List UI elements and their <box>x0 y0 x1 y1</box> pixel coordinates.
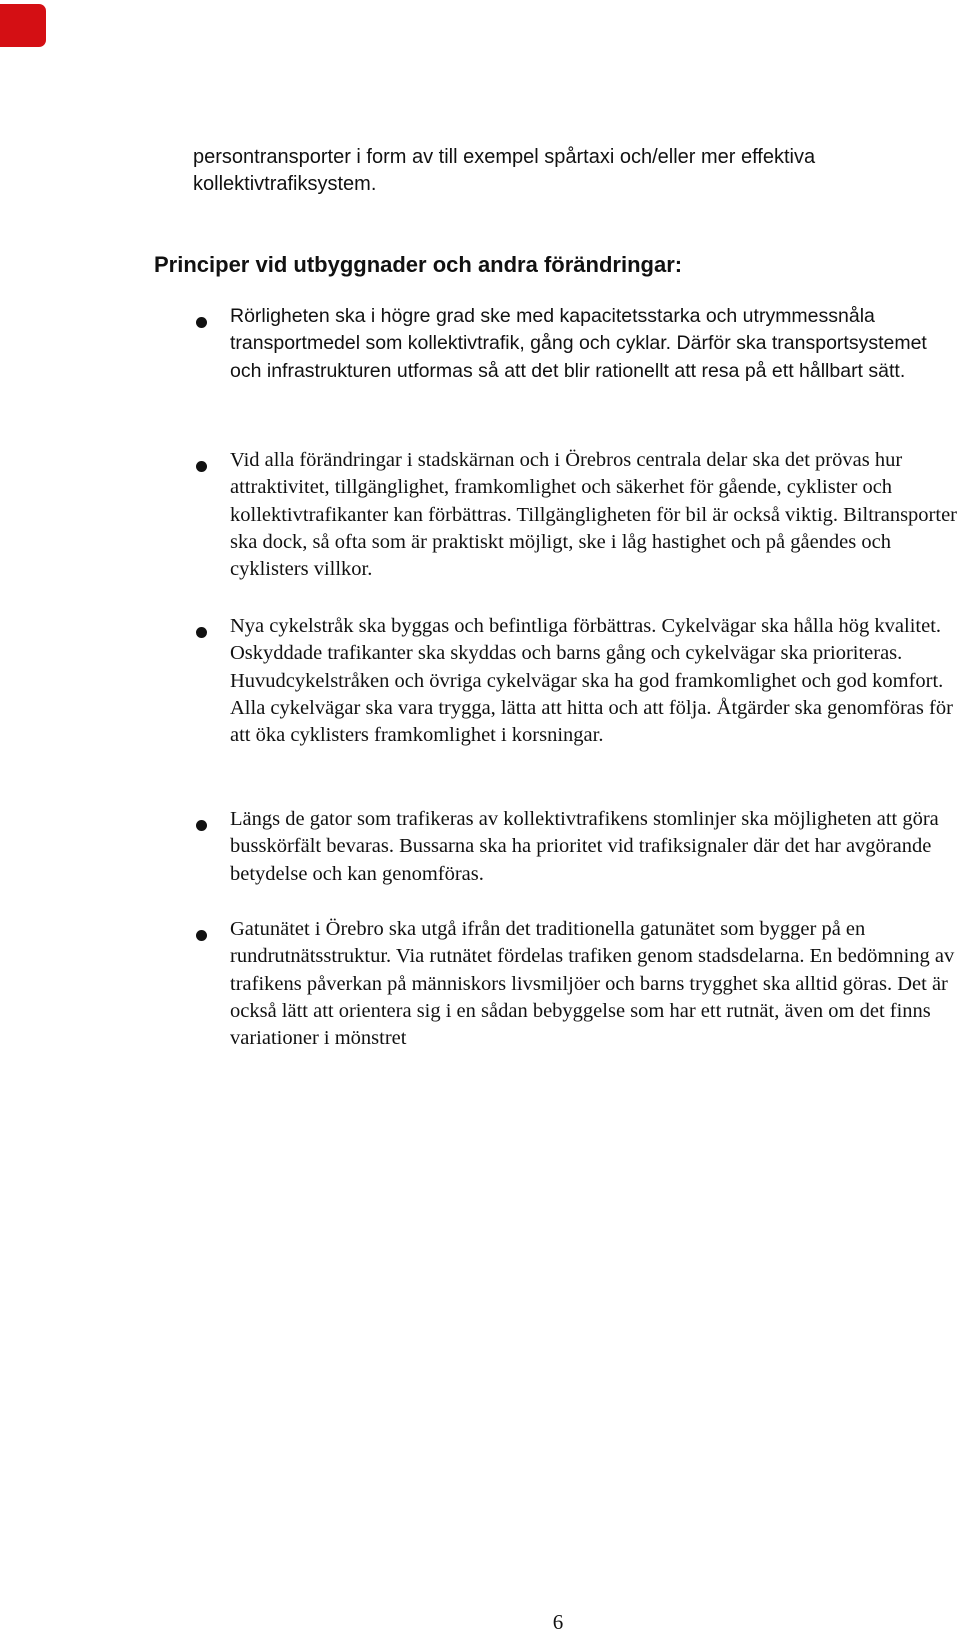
bullet-icon <box>196 317 207 328</box>
bullet-icon <box>196 461 207 472</box>
list-item-text: Vid alla förändringar i stadskärnan och i Örebros centrala delar ska det prövas hur attraktivitet, tillgänglighet, framkomlighet och säkerhet för gående, cyklister och kollektivtrafikanter kan förbättras. Tillgängligheten för bil är också viktig. Biltransporter ska dock, så ofta som är praktiskt möjligt, ske i låg hastighet och på gåendes och cyklisters villkor. <box>230 449 958 581</box>
page-number: 6 <box>552 1610 564 1634</box>
list-item-text: Rörligheten ska i högre grad ske med kapacitetsstarka och utrymmessnåla transportmedel som kollektivtrafik, gång och cyklar. Därför ska transportsystemet och infrastrukturen utformas så att det blir rationellt att resa på ett hållbart sätt. <box>230 305 927 382</box>
bullet-icon <box>196 820 207 831</box>
bullet-icon <box>196 627 207 638</box>
list-item-text: Nya cykelstråk ska byggas och befintliga förbättras. Cykelvägar ska hålla hög kvalitet. Oskyddade trafikanter ska skyddas och barns gång och cykelvägar ska prioriteras. Huvudcykelstråken och övriga cykelvägar ska ha god framkomlighet och god komfort. Alla cykelvägar ska vara trygga, lätta att hitta och att följa. Åtgärder ska genomföras för att öka cyklisters framkomlighet i korsningar. <box>230 615 953 747</box>
list-item-text: Längs de gator som trafikeras av kollektivtrafikens stomlinjer ska möjligheten att göra busskörfält bevaras. Bussarna ska ha prioritet vid trafiksignaler där det har avgörande betydelse och kan genomföras. <box>230 808 939 885</box>
red-corner-tab <box>0 4 46 47</box>
list-item-text: Gatunätet i Örebro ska utgå ifrån det traditionella gatunätet som bygger på en rundrutnätsstruktur. Via rutnätet fördelas trafiken genom stadsdelarna. En bedömning av trafikens påverkan på människors livsmiljöer och barns trygghet ska alltid göras. Det är också lätt att orientera sig i en sådan bebyggelse som har ett rutnät, även om det finns variationer i mönstret <box>230 918 955 1050</box>
intro-paragraph: persontransporter i form av till exempel spårtaxi och/eller mer effektiva kollektivtrafiksystem. <box>193 146 816 195</box>
section-heading: Principer vid utbyggnader och andra förändringar: <box>154 252 683 277</box>
bullet-icon <box>196 930 207 941</box>
